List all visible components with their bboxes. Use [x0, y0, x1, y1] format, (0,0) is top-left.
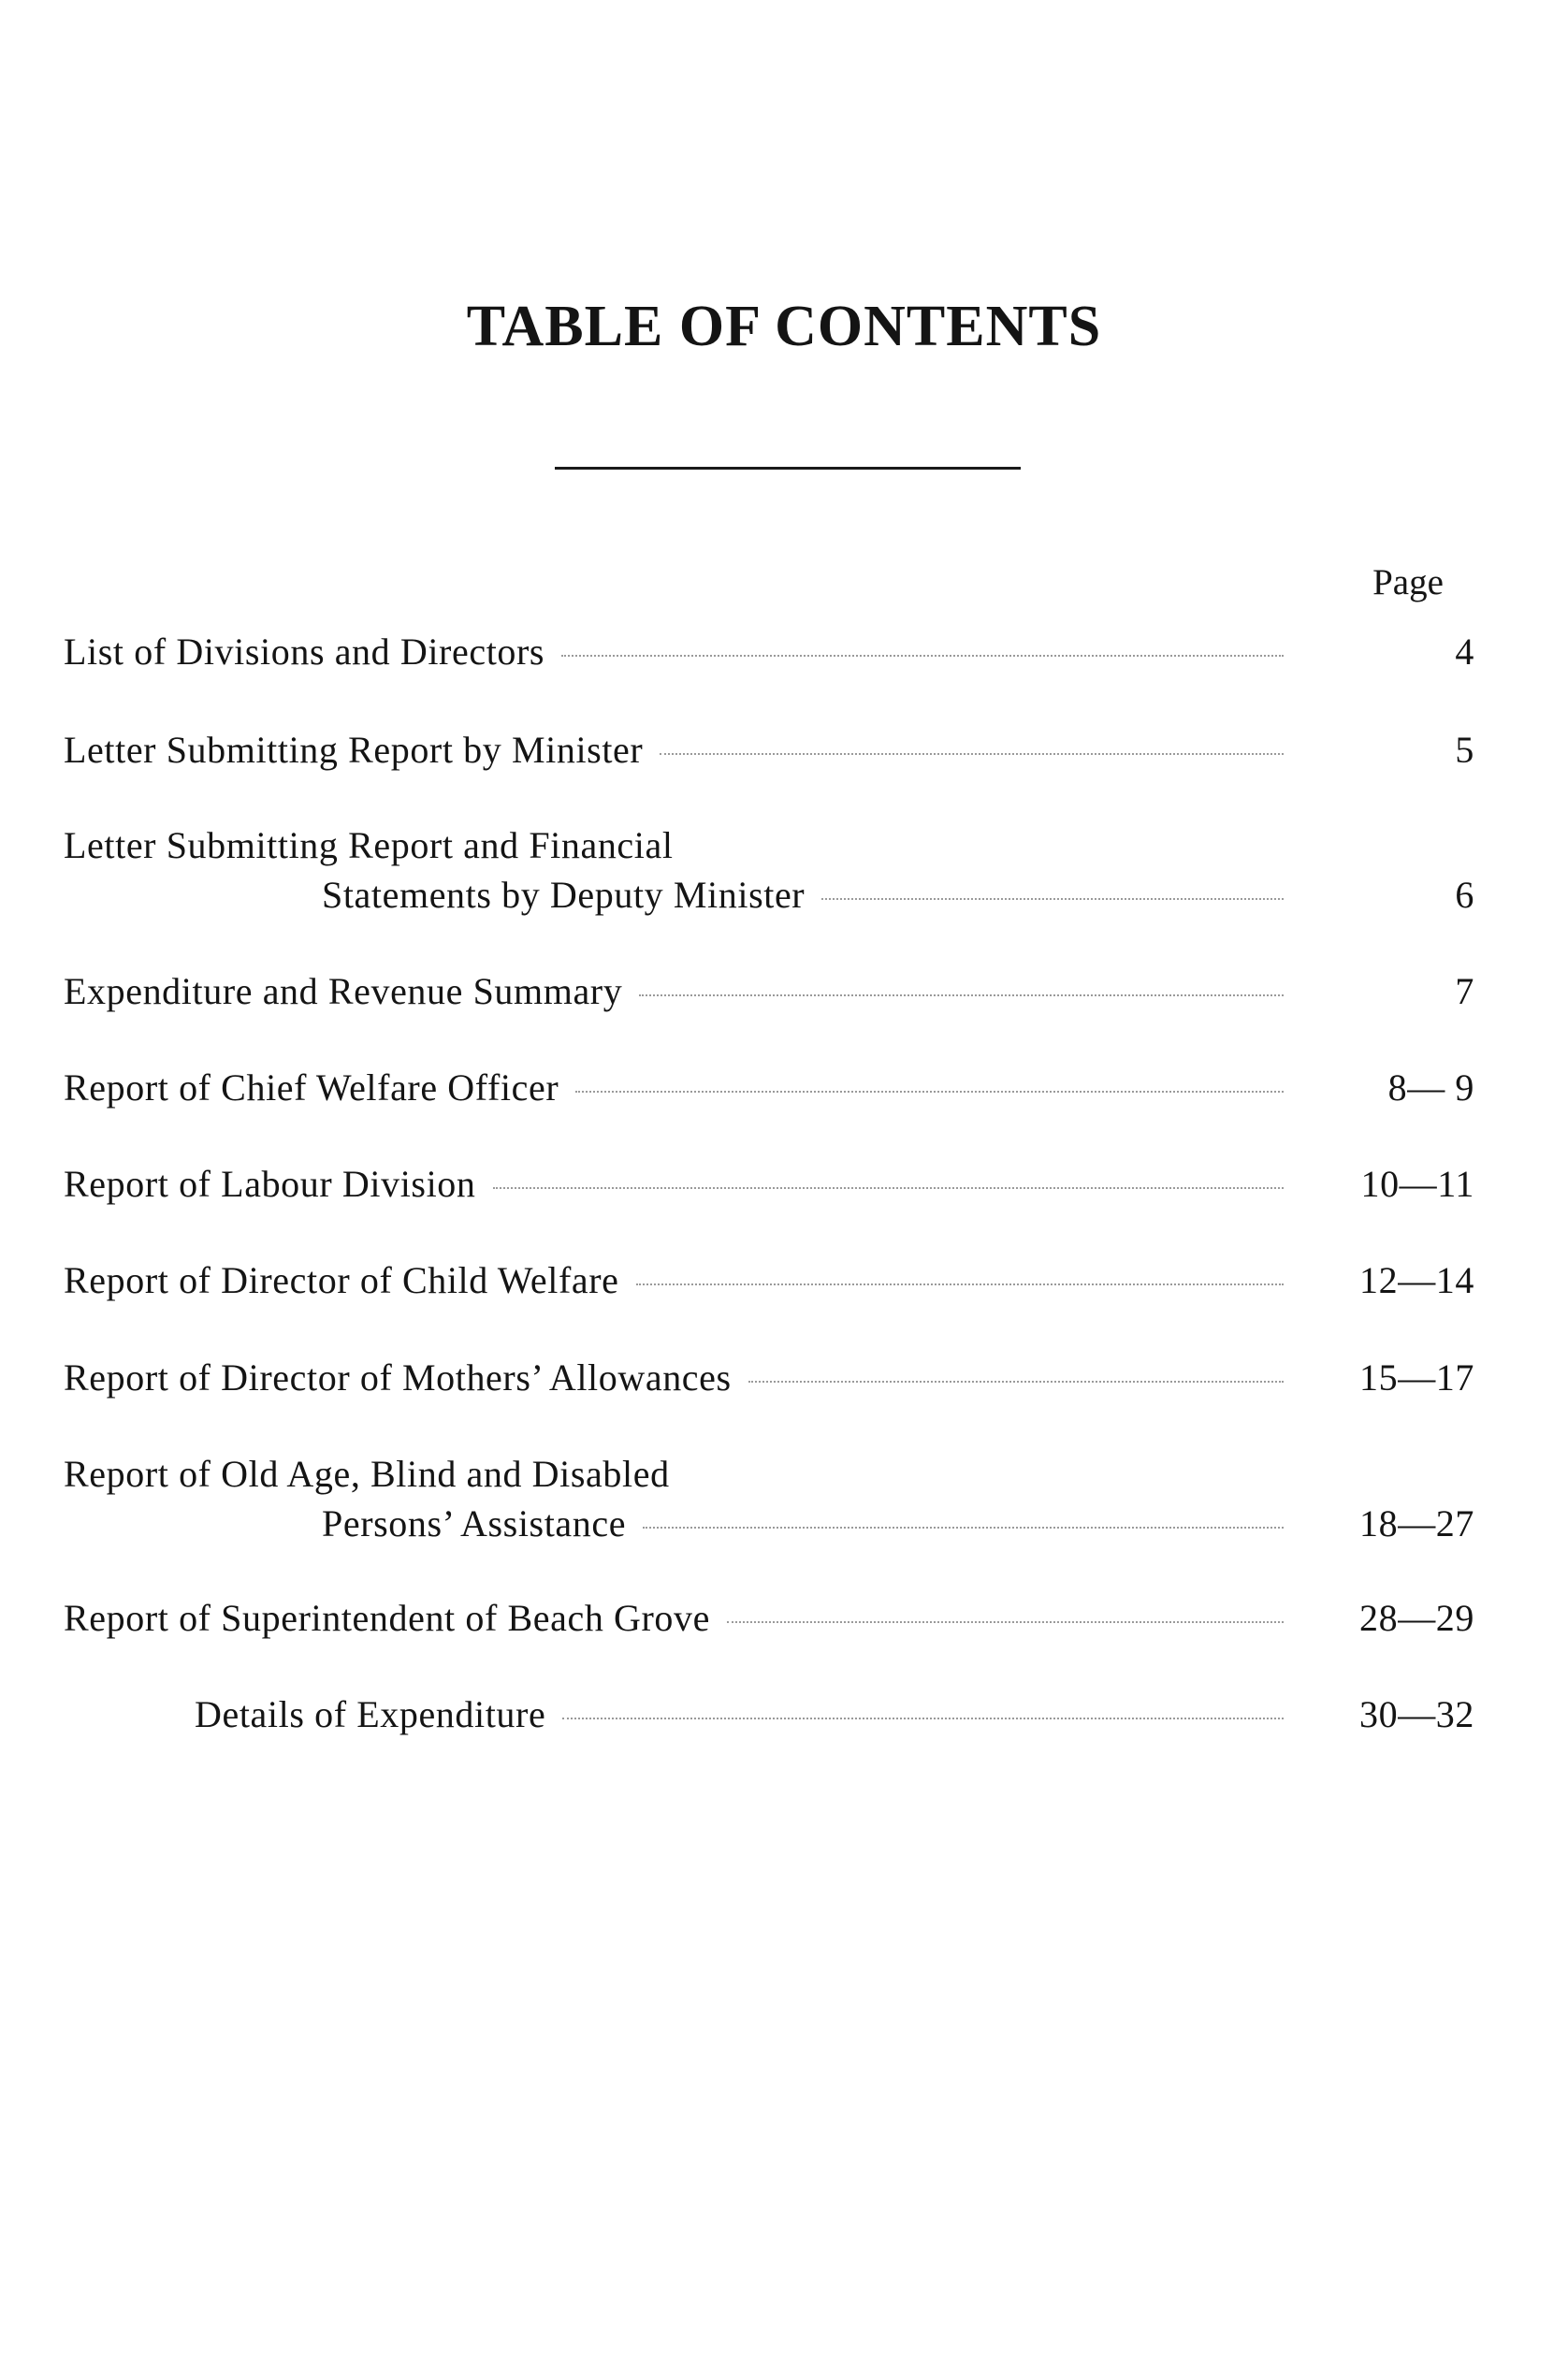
entry-title: Report of Labour Division: [64, 1163, 476, 1205]
toc-entry: [64, 1159, 1476, 1209]
dot-leader: [748, 1381, 1284, 1383]
dot-leader: [575, 1091, 1284, 1093]
entry-title: Report of Old Age, Blind and Disabled: [64, 1453, 670, 1495]
entry-page-number: 7: [1455, 970, 1474, 1012]
entry-title: Letter Submitting Report by Minister: [64, 729, 644, 771]
entry-page-number: 4: [1455, 631, 1474, 673]
dot-leader: [660, 753, 1284, 755]
entry-title-continuation: Persons’ Assistance: [322, 1502, 627, 1544]
dot-leader: [643, 1527, 1284, 1529]
toc-entry: [64, 1353, 1476, 1402]
entry-title: Report of Superintendent of Beach Grove: [64, 1597, 710, 1639]
entry-page-number: 15—17: [1359, 1356, 1474, 1399]
entry-page-number: 10—11: [1360, 1163, 1474, 1205]
toc-entry: [64, 1689, 1476, 1739]
dot-leader: [639, 994, 1284, 996]
toc-entry: [64, 1255, 1476, 1305]
entry-title: Report of Chief Welfare Officer: [64, 1066, 559, 1109]
dot-leader: [561, 655, 1284, 657]
entry-page-number: 8— 9: [1387, 1066, 1474, 1109]
toc-entry: [64, 1593, 1476, 1643]
entry-page-number: 12—14: [1359, 1259, 1474, 1301]
entry-page-number: 28—29: [1359, 1597, 1474, 1639]
dot-leader: [821, 898, 1284, 900]
toc-entry: [64, 1063, 1476, 1112]
page-column-header: Page: [1372, 562, 1444, 602]
toc-entry: [64, 820, 1476, 920]
dot-leader: [727, 1621, 1284, 1623]
dot-leader: [636, 1283, 1284, 1285]
dot-leader: [562, 1718, 1284, 1719]
entry-title: Letter Submitting Report and Financial: [64, 824, 674, 866]
toc-entry: [64, 966, 1476, 1016]
entry-title: Report of Director of Child Welfare: [64, 1259, 619, 1301]
dot-leader: [493, 1187, 1285, 1189]
entry-title-continuation: Statements by Deputy Minister: [322, 874, 806, 916]
toc-entry: [64, 725, 1476, 775]
entry-page-number: 18—27: [1359, 1502, 1474, 1544]
entry-title: Expenditure and Revenue Summary: [64, 970, 623, 1012]
entry-title: Report of Director of Mothers’ Allowances: [64, 1356, 732, 1399]
entry-page-number: 30—32: [1359, 1693, 1474, 1735]
entry-page-number: 5: [1455, 729, 1474, 771]
entry-page-number: 6: [1455, 874, 1474, 916]
toc-entry: [64, 1449, 1476, 1548]
toc-entry: [64, 627, 1476, 676]
entry-title: List of Divisions and Directors: [64, 631, 545, 673]
page-title: TABLE OF CONTENTS: [466, 295, 1102, 358]
entry-title: Details of Expenditure: [195, 1693, 546, 1735]
